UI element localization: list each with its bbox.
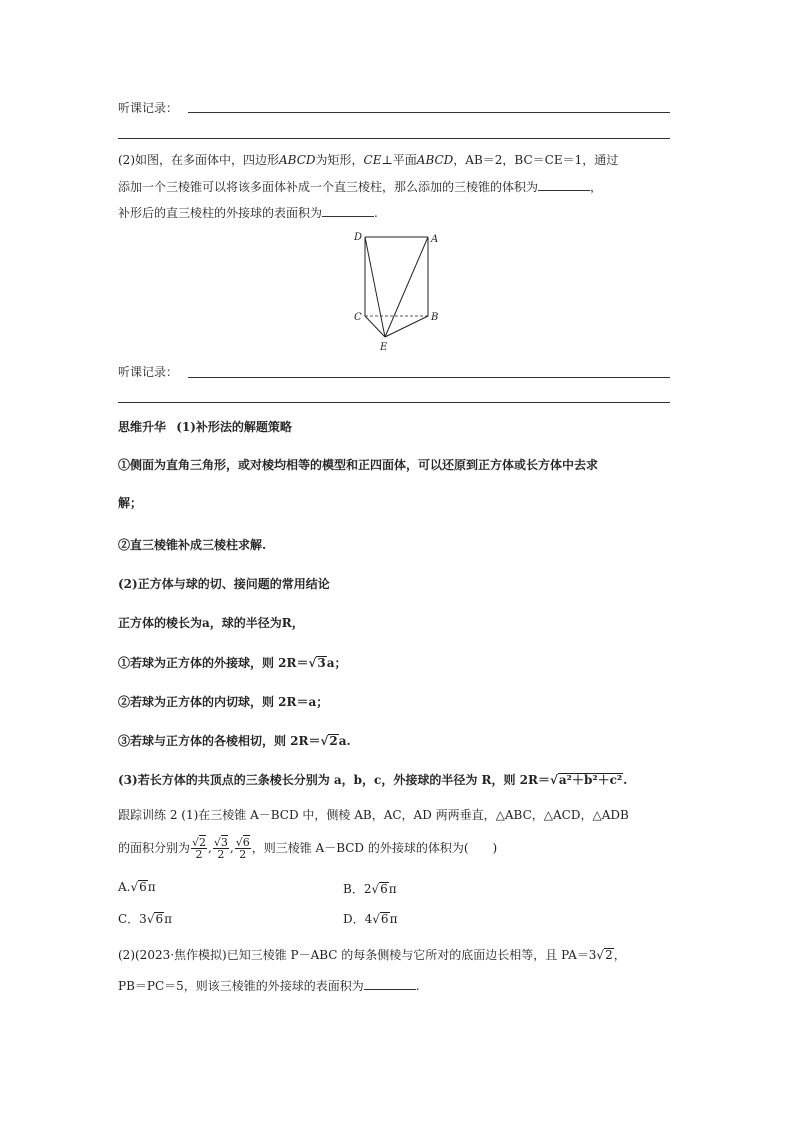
fraction-den: 2 bbox=[217, 848, 225, 861]
summary-item2: ②直三棱锥补成三棱柱求解. bbox=[118, 538, 267, 552]
fraction-num: 3 bbox=[220, 836, 228, 849]
training-p2-text: ， bbox=[613, 948, 626, 962]
fraction-3: $\frac{√6}{2}$ bbox=[235, 836, 250, 861]
sqrt-symbol: √2 bbox=[320, 734, 338, 748]
fraction-den: 2 bbox=[239, 848, 247, 861]
option-c[interactable] bbox=[118, 910, 172, 927]
training-line1: 跟踪训练 2 (1)在三棱锥 A－BCD 中，侧棱 AB，AC，AD 两两垂直，△ABC，△ACD，△ADB bbox=[118, 808, 629, 822]
sphere-surface-blank[interactable] bbox=[364, 978, 416, 990]
vertex-c: C bbox=[354, 312, 362, 323]
vertex-a: A bbox=[431, 234, 439, 245]
option-b[interactable] bbox=[343, 880, 397, 897]
sqrt-radicand: 2 bbox=[329, 734, 338, 748]
vertex-e: E bbox=[380, 342, 388, 353]
summary-c3 bbox=[118, 732, 351, 749]
option-d[interactable] bbox=[343, 910, 397, 927]
notes-label-1: 听课记录： bbox=[118, 101, 179, 115]
volume-answer-blank[interactable] bbox=[538, 179, 590, 191]
sqrt-symbol: √2 bbox=[596, 948, 613, 962]
training-p2-line1 bbox=[118, 946, 626, 963]
fraction-2: $\frac{√3}{2}$ bbox=[213, 836, 228, 861]
summary-heading: 思维升华 bbox=[118, 420, 167, 434]
problem2-line1 bbox=[118, 151, 618, 168]
notes-line-2a[interactable] bbox=[188, 377, 670, 378]
vertex-d: D bbox=[354, 232, 363, 243]
fraction-num: 2 bbox=[199, 836, 207, 849]
edge-ce bbox=[365, 316, 385, 337]
fraction-num: 6 bbox=[242, 836, 250, 849]
sqrt-radicand: 6 bbox=[380, 912, 389, 926]
training-line2-tail: ，则三棱锥 A－BCD 的外接球的体积为( ) bbox=[251, 841, 498, 855]
problem2-text: 添加一个三棱锥可以将该多面体补成一个直三棱柱，那么添加的三棱锥的体积为 bbox=[118, 180, 539, 194]
option-a[interactable] bbox=[118, 880, 156, 894]
problem2-line2 bbox=[118, 178, 602, 195]
sqrt-symbol: √6 bbox=[130, 880, 147, 894]
notes-line-1a[interactable] bbox=[188, 112, 670, 113]
edge-ae bbox=[385, 237, 428, 337]
problem2-text: 补形后的直三棱柱的外接球的表面积为 bbox=[118, 206, 323, 220]
notes-label-2: 听课记录： bbox=[118, 365, 179, 379]
fraction-1: $\frac{√2}{2}$ bbox=[192, 836, 207, 861]
option-post: π bbox=[388, 882, 397, 896]
sqrt-radicand: 6 bbox=[380, 882, 388, 896]
summary-h3-tail: . bbox=[623, 773, 628, 787]
sqrt-radicand: 3 bbox=[317, 656, 326, 670]
option-pre: D．4 bbox=[343, 912, 373, 926]
summary-c1 bbox=[118, 654, 347, 671]
notes-line-2b[interactable] bbox=[118, 402, 670, 403]
edge-be bbox=[385, 316, 428, 337]
training-p2-text: . bbox=[415, 979, 420, 993]
sqrt-symbol: √3 bbox=[308, 656, 326, 670]
summary-item1b: 解； bbox=[118, 496, 143, 510]
summary-h3-text: (3)若长方体的共顶点的三条棱长分别为 a，b，c，外接球的半径为 R，则 2R＝ bbox=[118, 773, 551, 787]
problem2-line3 bbox=[118, 204, 378, 221]
summary-header bbox=[118, 418, 292, 435]
edge-de bbox=[365, 237, 385, 337]
option-pre: C．3 bbox=[118, 912, 147, 926]
fraction-den: 2 bbox=[195, 848, 203, 861]
problem2-text: ， bbox=[590, 180, 603, 194]
summary-c3-tail: a. bbox=[338, 734, 351, 748]
option-pre: A. bbox=[118, 880, 131, 894]
sqrt-symbol: √6 bbox=[372, 912, 389, 926]
summary-item1a: ①侧面为直角三角形，或对棱均相等的模型和正四面体，可以还原到正方体或长方体中去求 bbox=[118, 458, 599, 472]
summary-h1: (1)补形法的解题策略 bbox=[176, 420, 292, 434]
sqrt-radicand: 6 bbox=[155, 912, 164, 926]
polyhedron-figure bbox=[340, 225, 460, 355]
training-p2-text: PB＝PC＝5，则该三棱锥的外接球的表面积为 bbox=[118, 979, 364, 993]
vertex-b: B bbox=[431, 312, 439, 323]
sqrt-symbol: √6 bbox=[371, 882, 388, 896]
option-pre: B．2 bbox=[343, 882, 372, 896]
sqrt-radicand: 2 bbox=[605, 948, 613, 962]
sqrt-radicand: a²＋b²＋c² bbox=[558, 773, 623, 787]
problem2-text: 为矩形， bbox=[315, 153, 364, 167]
problem2-ce: CE bbox=[363, 153, 382, 167]
sqrt-symbol: √6 bbox=[146, 912, 164, 926]
option-post: π bbox=[164, 912, 173, 926]
summary-h3 bbox=[118, 771, 627, 788]
notes-line-1b[interactable] bbox=[118, 138, 670, 139]
summary-cube-intro: 正方体的棱长为a，球的半径为R， bbox=[118, 616, 304, 630]
option-post: π bbox=[389, 912, 398, 926]
training-line2: 的面积分别为 $\frac{√2}{2}$ , $\frac{√3}{2}$ , $\frac{√6}{2}$ ，则三棱锥 A－BCD 的外接球的体积为( ) bbox=[118, 836, 498, 861]
problem2-abcd: ABCD bbox=[279, 153, 316, 167]
summary-c1-text: ①若球为正方体的外接球，则 2R＝ bbox=[118, 656, 309, 670]
problem2-text: . bbox=[374, 206, 378, 220]
problem2-text: (2)如图，在多面体中，四边形 bbox=[118, 153, 279, 167]
summary-h2: (2)正方体与球的切、接问题的常用结论 bbox=[118, 577, 330, 591]
problem2-abcd: ABCD bbox=[416, 153, 454, 167]
sqrt-radicand: 6 bbox=[139, 880, 147, 894]
surface-answer-blank[interactable] bbox=[322, 205, 374, 217]
summary-c3-text: ③若球与正方体的各棱相切，则 2R＝ bbox=[118, 734, 321, 748]
problem2-text: ⊥平面 bbox=[381, 153, 417, 167]
training-p2-line2 bbox=[118, 977, 420, 994]
problem2-text: ，AB＝2，BC＝CE＝1，通过 bbox=[453, 153, 619, 167]
summary-c1-tail: a； bbox=[326, 656, 347, 670]
summary-c2: ②若球为正方体的内切球，则 2R＝a； bbox=[118, 695, 329, 709]
training-line2-text: 的面积分别为 bbox=[118, 841, 191, 855]
sqrt-symbol: √a²＋b²＋c² bbox=[550, 773, 623, 787]
training-p2-text: (2)(2023·焦作模拟)已知三棱锥 P－ABC 的每条侧棱与它所对的底面边长相等，且 PA＝3 bbox=[118, 948, 597, 962]
option-post: π bbox=[147, 880, 156, 894]
